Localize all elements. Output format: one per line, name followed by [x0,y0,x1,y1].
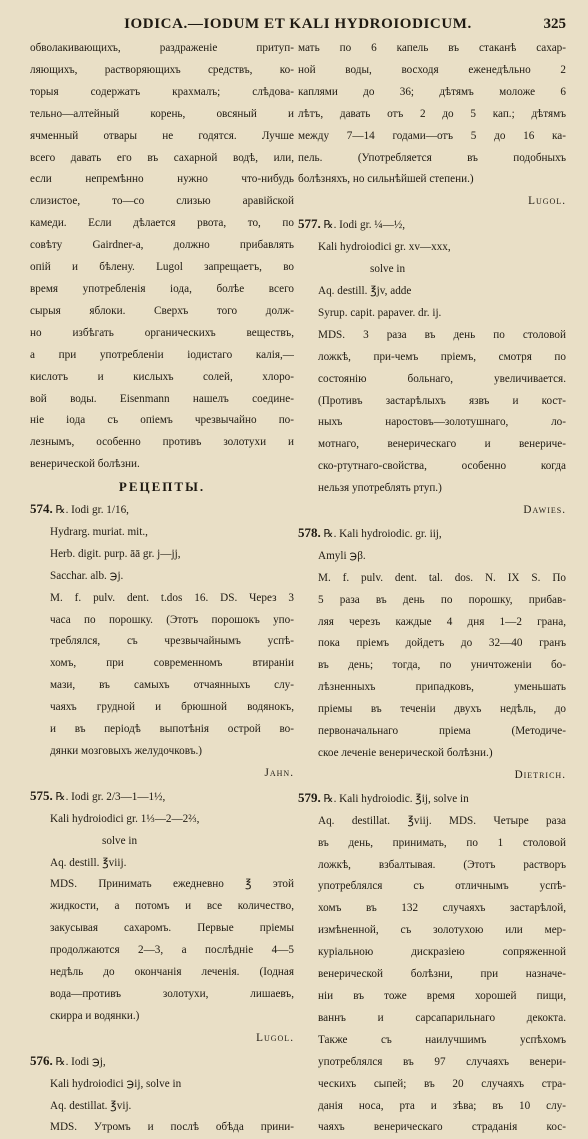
text-line: лезнымъ, особенно противъ золотухи и [30,436,294,449]
text-line: Hydrarg. muriat. mit., [50,525,148,538]
text-line: вода—противъ золотухи, лишаевъ, [50,987,294,1000]
text-line: употреблялся въ 97 случаяхъ венери- [318,1055,566,1068]
text-line: ніи въ тоже время хорошей пищи, [318,989,566,1002]
text-line: тельно—алтейный корень, овсяный и [30,107,294,120]
text-line: ной воды, восходя еженедѣльно 2 [298,63,566,76]
text-line: solve in [102,834,138,847]
text-line: (Противъ застарѣлыхъ язвъ и кост- [318,394,566,407]
text-line: ячменный отвары не годятся. Лучше [30,129,294,142]
text-line: Herb. digit. purp. āā gr. j—jj, [50,547,181,560]
text-line: часа по порошку. (Этотъ порошокъ упо- [50,613,294,626]
text-line: MDS. Принимать ежедневно ℥ этой [50,878,294,891]
recipe-ingredient: ℞. Iodi gr. 1/16, [52,504,129,517]
author-attribution: Jahn. [264,766,294,779]
text-line: ваннъ и сарсапарильнаго декокта. [318,1011,566,1024]
recipe-ingredient: ℞. Iodi ℈j, [52,1055,106,1068]
text-line: продолжаются 2—3, а послѣдніе 4—5 [50,944,294,957]
text-line: пока пріемъ дойдетъ до 32—40 гранъ [318,637,566,650]
text-line: сырыя яблоки. Сверхъ того долж- [30,304,294,317]
text-line: MDS. Утромъ и послѣ обѣда прини- [50,1121,294,1134]
text-line: употреблялся съ отличнымъ успѣ- [318,880,566,893]
text-line: измѣненной, съ золотухою или мер- [318,924,566,937]
text-line: дянки мозговыхъ желудочковъ.) [50,745,203,757]
text-line: мази, въ самыхъ отчаянныхъ слу- [50,679,294,692]
text-line: мотнаго, венерическаго и венериче- [318,438,566,451]
text-line: чаяхъ грудной и брюшной водянокъ, [50,701,294,714]
author-attribution: Dawies. [523,504,566,517]
text-line: ческихъ сыпей; въ 20 случаяхъ стра- [318,1077,566,1090]
text-line: ложкѣ, при-чемъ пріемъ, смотря по [318,350,566,363]
text-line: мать по 6 капель въ стаканѣ сахар- [298,42,566,54]
text-line: а при употребленіи іодистаго калія,— [30,348,294,361]
text-line: венерической болѣзни. [30,458,140,471]
text-line: ляющихъ, растворяющихъ средствъ, ко- [30,63,294,76]
text-line: время употребленія іода, болѣе всего [30,282,294,295]
text-line: куріальною дискразіею сопряженной [318,946,566,959]
text-line: слизистое, то—со слизью аравійской [30,195,294,208]
text-line: чаяхъ венерическаго страданія кос- [318,1121,566,1134]
text-line: Kali hydroiodici gr. xv—xxx, [318,241,451,254]
text-line: совѣту Gairdner-a, должно прибавлять [30,239,294,252]
text-line: Aq. destill. ℥viij. [50,856,127,869]
text-line: Aq. destillat. ℥vij. [50,1099,132,1112]
text-line: хомъ въ 132 случаяхъ застарѣлой, [318,902,566,915]
author-attribution: Dietrich. [514,768,566,781]
text-line: хомъ, при современномъ втираніи [50,657,294,670]
text-line: лѣзненныхъ припадковъ, уменьшать [318,681,566,694]
text-line: Syrup. capit. papaver. dr. ij. [318,306,442,319]
recipe-heading [298,787,566,811]
text-line: въ день, принимать, по 1 столовой [318,836,566,849]
author-attribution: Lugol. [528,195,566,208]
author-attribution: Lugol. [256,1031,294,1044]
recipe-number: 574. [30,501,53,517]
text-line: Sacchar. alb. ℈j. [50,569,124,582]
text-line: Kali hydroiodici ℈ij, solve in [50,1077,182,1090]
text-line: треблялся, съ чрезвычайнымъ успѣ- [50,635,294,648]
text-line: ніе іода съ опіемъ чрезвычайно по- [30,414,294,427]
recipe-heading [30,785,294,809]
recipe-heading [30,498,294,522]
text-line: данія носа, рта и зѣва; въ 10 слу- [318,1099,566,1112]
text-line: пріемы въ теченіи двухъ недѣль, до [318,703,566,716]
text-line: опій и бѣлену. Lugol запрещаетъ, во [30,261,294,274]
recipe-number: 578. [298,524,321,540]
text-line: M. f. pulv. dent. tal. dos. N. IX S. По [318,571,566,584]
text-line: 5 раза въ день по порошку, прибав- [318,593,566,606]
text-line: Kali hydroiodici gr. 1⅓—2—2⅔, [50,812,200,825]
recipe-ingredient: ℞. Kali hydroiodic. ℥ij, solve in [320,792,469,805]
text-line: камеди. Если дѣлается рвота, то, по [30,217,294,230]
text-line: ское леченіе венерической болѣзни.) [318,747,493,759]
recipe-heading [298,522,566,546]
text-line: между 7—14 годами—отъ 5 до 16 ка- [298,129,566,142]
text-line: MDS. 3 раза въ день по столовой [318,328,566,341]
text-line: Также съ наилучшимъ успѣхомъ [318,1033,566,1046]
text-line: жидкости, а потомъ и все количество, [50,900,294,913]
recipe-ingredient: ℞. Iodi gr. 2/3—1—1½, [52,790,166,803]
page-header [30,8,566,34]
text-line: M. f. pulv. dent. t.dos 16. DS. Через 3 [50,591,294,604]
recipe-number: 576. [30,1052,53,1068]
section-heading: РЕЦЕПТЫ. [118,479,206,495]
text-line: ложкѣ, взбалтывая. (Этотъ растворъ [318,858,566,871]
text-line: лѣтъ, давать отъ 2 до 5 кап.; дѣтямъ [298,107,566,120]
text-line: недѣль до окончанія леченія. (Іодная [50,966,294,979]
text-line: ляя черезъ каждые 4 дня 1—2 грана, [318,615,566,628]
text-line: ныхъ наростовъ—золотушнаго, ло- [318,416,566,429]
page-number: 325 [543,16,566,32]
text-line: первоначальнаго пріема (Методиче- [318,725,566,738]
text-line: нельзя употреблять ртуп.) [318,482,442,495]
text-line: обволакивающихъ, раздраженіе притуп- [30,42,294,54]
text-line: состоянію больнаго, увеличивается. [318,372,566,385]
text-line: ско-ртутнаго-свойства, особенно когда [318,460,566,473]
recipe-number: 577. [298,216,321,232]
text-line: Aq. destill. ℥jv, adde [318,284,412,297]
text-line: скирра и водянки.) [50,1009,140,1022]
recipe-number: 575. [30,787,53,803]
recipe-heading [298,213,566,237]
recipe-heading [30,1050,294,1074]
recipe-ingredient: ℞. Iodi gr. ¼—½, [320,219,406,232]
right-column [298,38,566,1139]
text-line: кислотъ и кислыхъ солей, хлоро- [30,370,294,383]
recipe-ingredient: ℞. Kali hydroiodic. gr. iij, [320,527,442,540]
recipe-number: 579. [298,789,321,805]
left-column [30,38,294,1139]
text-line: венерической болѣзни, при назначе- [318,968,566,981]
text-line: болѣзняхъ, но сильнѣйшей степени.) [298,173,474,186]
text-line: Amyli ℈β. [318,549,366,562]
text-line: вой воды. Eisenmann нашелъ соедине- [30,392,294,405]
text-line: solve in [370,263,406,276]
text-line: если непремѣнно нужно что-нибудь [30,173,294,186]
text-columns [30,38,566,1139]
text-line: каплями до 36; дѣтямъ моложе 6 [298,85,566,98]
text-line: всего давать его въ сахарной водѣ, или, [30,151,294,164]
text-line: и въ періодѣ выпотѣнія острой во- [50,723,294,736]
text-line: въ день; тогда, по уничтоженіи бо- [318,659,566,672]
text-line: пель. (Употребляется въ подобныхъ [298,151,566,164]
text-line: Aq. destillat. ℥viij. MDS. Четыре раза [318,814,566,827]
text-line: торыя содержатъ крахмалъ; слѣдова- [30,85,294,98]
text-line: но избѣгать органическихъ веществъ, [30,326,294,339]
text-line: закусывая сахаромъ. Первые пріемы [50,922,294,935]
running-title: IODICA.—IODUM ET KALI HYDROIODICUM. [124,16,472,32]
